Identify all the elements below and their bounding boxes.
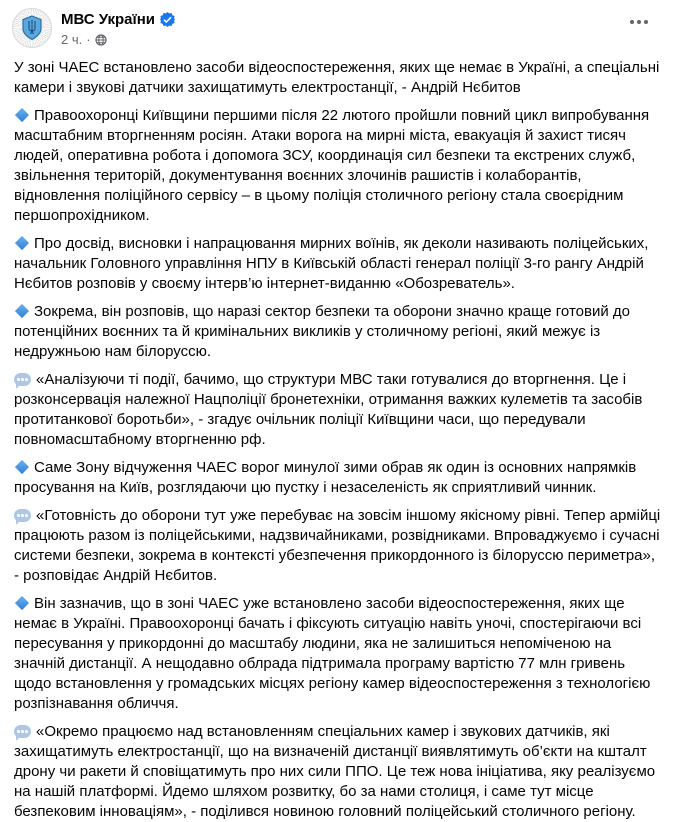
post-paragraph [14,58,662,98]
post-body [0,52,678,822]
speech-balloon-icon [14,373,31,386]
post-paragraph [14,722,662,822]
post-paragraph [14,106,662,226]
blue-diamond-bullet-icon [15,596,29,610]
paragraph-text: Про досвід, висновки і напрацювання мирних воїнів, як деколи називають поліцейських, начальник Головного управління НПУ в Київській області генерал поліції 3-го рангу Андрій Нєбитов розповів у своєму інтерв’ю інтернет-виданню «Обозреватель». [14,235,649,292]
page-name[interactable]: МВС України [61,11,156,28]
paragraph-text: «Готовність до оборони тут уже перебуває на зовсім іншому якісному рівні. Тепер армійці працюють разом із поліцейськими, надзвичайниками, розвідниками. Впроваджуємо і сучасні системи безпеки, зокрема в контексті убезпечення прикордонного із білоруссю периметра», - розповідає Андрій Нєбитов. [14,507,661,584]
paragraph-text: Саме Зону відчуження ЧАЕС ворог минулої зими обрав як один із основних напрямків просування на Київ, розглядаючи цю пустку і незаселеність як сприятливий чинник. [14,459,637,496]
blue-diamond-bullet-icon [15,108,29,122]
paragraph-text: Він зазначив, що в зоні ЧАЕС уже встановлено засоби відеоспостереження, яких ще немає в Україні. Правоохоронці бачать і фіксують ситуацію навіть уночі, спостерігаючи всі пересування у прикордонні до масштабу людини, яка не залишиться непоміченою на значній дистанції. А нещодавно облрада підтримала програму вартістю 77 млн гривень щодо встановлення у громадських місцях регіону камер відеоспостереження з технологією розпізнавання обличчя. [14,595,651,712]
paragraph-text: Правоохоронці Київщини першими після 22 лютого пройшли повний цикл випробування масштабним вторгненням росіян. Атаки ворога на мирні міста, евакуація й захист тисяч людей, оперативна робота і допомога ЗСУ, координація сил безпеки та екстрених служб, звільнення територій, документування воєнних злочинів рашистів і колаборантів, відновлення поліційного сервісу – в цьому поліція столичного регіону стала своєрідним першопрохідником. [14,107,650,224]
paragraph-text: «Аналізуючи ті події, бачимо, що структури МВС таки готувалися до вторгнення. Це і розконсервація належної Нацполіції бронетехніки, отримання важких кулеметів та засобів протитанкової боротьби», - згадує очільник поліції Київщини часи, що передували повномасштабному вторгненню рф. [14,371,643,448]
blue-diamond-bullet-icon [15,460,29,474]
timestamp[interactable]: 2 ч. [61,32,83,47]
more-options-icon[interactable] [626,16,652,28]
speech-balloon-icon [14,509,31,522]
post-paragraph [14,302,662,362]
speech-balloon-icon [14,725,31,738]
post-paragraph [14,370,662,450]
paragraph-text: У зоні ЧАЕС встановлено засоби відеоспостереження, яких ще немає в Україні, а спеціальні камери і звукові датчики захищатимуть електростанції, - Андрій Нєбитов [14,59,660,96]
paragraph-text: «Окремо працюємо над встановленням спеціальних камер і звукових датчиків, які захищатимуть електростанції, що на визначеній дистанції виявлятимуть об’єкти на кшталт дрону чи ракети й сповіщатимуть про них сили ППО. Це теж нова ініціатива, яку реалізуємо на нашій платформі. Йдемо шляхом розвитку, бо за нами столиця, і саме тут місце безпековим інноваціям», - поділився новиною головний поліцейський столичного регіону. [14,723,656,820]
paragraph-text: Зокрема, він розповів, що наразі сектор безпеки та оборони значно краще готовий до потенційних воєнних та й кримінальних викликів у столичному регіоні, який межує із недружньою нам білоруссю. [14,303,630,360]
avatar[interactable] [12,8,52,48]
verified-badge-icon [160,12,175,27]
post-paragraph [14,234,662,294]
post-header [0,0,678,52]
dot-separator: · [86,32,91,47]
post-paragraph [14,594,662,714]
blue-diamond-bullet-icon [15,304,29,318]
post-paragraph [14,458,662,498]
blue-diamond-bullet-icon [15,236,29,250]
globe-icon [95,34,107,46]
post-paragraph [14,506,662,586]
